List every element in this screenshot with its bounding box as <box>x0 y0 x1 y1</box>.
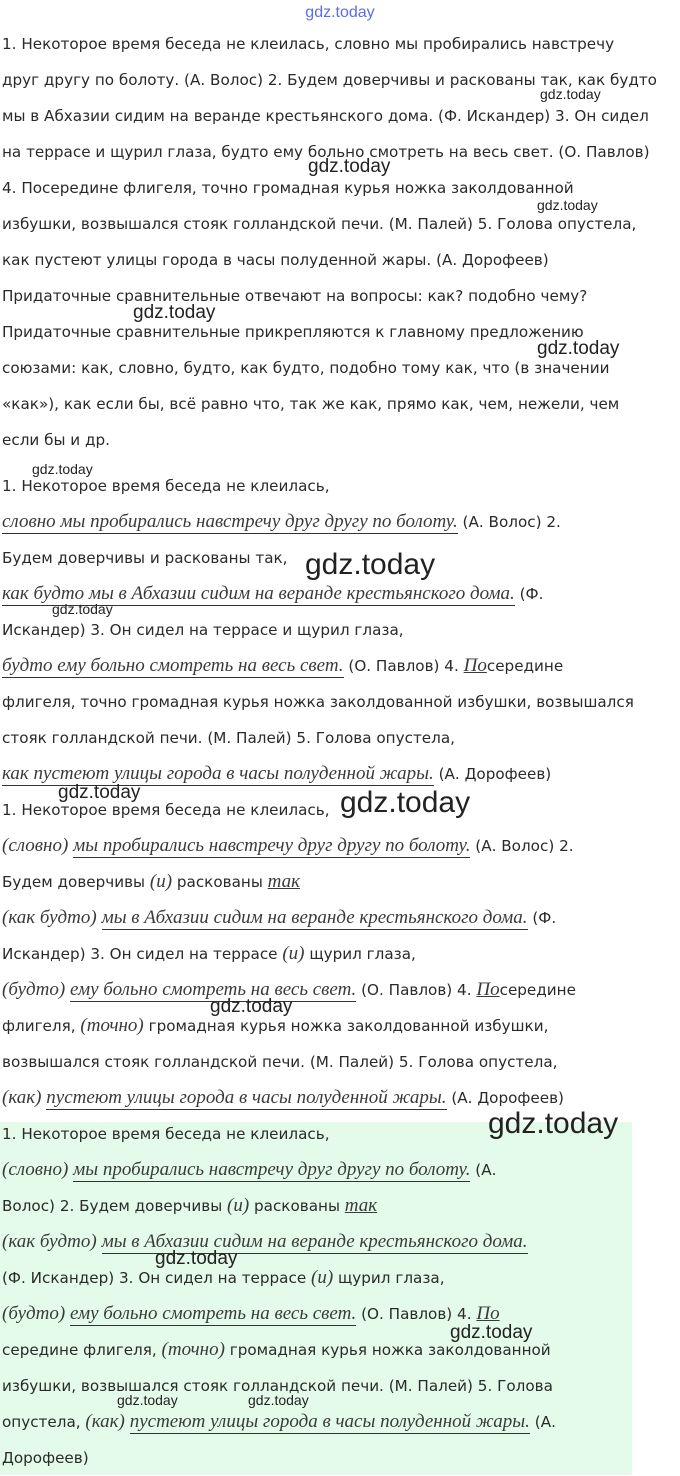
citation: (О. Павлов) 4. <box>356 981 477 999</box>
theory-line: если бы и др. <box>2 431 110 449</box>
text: щурил глаза, <box>304 945 416 963</box>
conjunction-mark: (будто) <box>2 1303 66 1324</box>
sol-line: флигеля, точно громадная курья ножка заколдованной избушки, возвышался <box>2 693 634 711</box>
theory-line: союзами: как, словно, будто, как будто, подобно тому как, что (в значении <box>2 359 610 377</box>
sol-line <box>0 648 670 684</box>
sol-line <box>0 1260 670 1296</box>
sol-line <box>0 936 670 972</box>
sol-line: 1. Некоторое время беседа не клеилась, <box>2 801 330 819</box>
watermark: gdz.today <box>305 548 436 581</box>
text: середине <box>486 657 564 675</box>
citation: (Ф. <box>514 585 544 603</box>
text: Волос) 2. Будем доверчивы <box>2 1197 228 1215</box>
citation: (А. <box>529 1413 556 1431</box>
text: опустела, <box>2 1413 86 1431</box>
watermark: gdz.today <box>58 782 141 803</box>
theory-line: Придаточные сравнительные отвечают на вопросы: как? подобно чему? <box>2 287 588 305</box>
citation: (А. <box>470 1161 497 1179</box>
clause-handwritten: как пустеют улицы города в часы полуденной жары. <box>2 763 434 784</box>
sol-line: Искандер) 3. Он сидел на террасе и щурил глаза, <box>2 621 404 639</box>
conjunction-mark: (словно) <box>2 835 69 856</box>
watermark: gdz.today <box>450 1322 533 1343</box>
conjunction-mark: (как будто) <box>2 907 97 928</box>
text: середине <box>499 981 576 999</box>
clause-handwritten: мы пробирались навстречу друг другу по болоту. <box>73 1159 471 1180</box>
watermark: gdz.today <box>248 1392 309 1408</box>
task-text <box>0 26 670 278</box>
conjunction-mark: (как будто) <box>2 1231 97 1252</box>
watermark: gdz.today <box>52 601 113 617</box>
sol-line: стояк голландской печи. (М. Палей) 5. Голова опустела, <box>2 729 455 747</box>
watermark: gdz.today <box>133 302 216 323</box>
text: громадная курья ножка заколдованной избушки, <box>143 1017 549 1035</box>
text: раскованы <box>249 1197 345 1215</box>
sol-line <box>0 1224 670 1260</box>
conjunction-mark: (словно) <box>2 1159 69 1180</box>
text: флигеля, <box>2 1017 81 1035</box>
conjunction-mark: (как) <box>2 1087 42 1108</box>
citation: (А. Волос) 2. <box>457 513 561 531</box>
watermark: gdz.today <box>537 338 620 359</box>
watermark: gdz.today <box>117 1392 178 1408</box>
clause-handwritten: ему больно смотреть на весь свет. <box>70 979 357 1000</box>
handwritten-prefix: По <box>476 979 500 1000</box>
conjunction-mark: (будто) <box>2 979 66 1000</box>
sol-line <box>0 1152 670 1188</box>
conjunction-mark: (и) <box>149 871 173 892</box>
text: Будем доверчивы <box>2 873 150 891</box>
task-line: на террасе и щурил глаза, будто ему больно смотреть на весь свет. (О. Павлов) <box>2 143 650 161</box>
watermark: gdz.today <box>210 996 293 1017</box>
watermark: gdz.today <box>537 197 598 213</box>
solution-step-1 <box>0 468 670 792</box>
sol-line <box>0 1404 670 1440</box>
sol-line <box>0 1296 670 1332</box>
sol-line <box>0 900 670 936</box>
sol-line <box>0 1332 670 1368</box>
conjunction-mark: (как) <box>85 1411 125 1432</box>
watermark: gdz.today <box>488 1107 619 1140</box>
sol-line <box>0 828 670 864</box>
task-line: мы в Абхазии сидим на веранде крестьянского дома. (Ф. Искандер) 3. Он сидел <box>2 107 649 125</box>
sol-line: возвышался стояк голландской печи. (М. Палей) 5. Голова опустела, <box>2 1053 558 1071</box>
clause-handwritten: пустеют улицы города в часы полуденной жары. <box>129 1411 530 1432</box>
sol-line <box>0 1188 670 1224</box>
citation: (О. Павлов) 4. <box>343 657 464 675</box>
handwritten-word: так <box>267 871 300 892</box>
watermark: gdz.today <box>540 86 601 102</box>
text: Искандер) 3. Он сидел на террасе <box>2 945 283 963</box>
clause-handwritten: как будто мы в Абхазии сидим на веранде крестьянского дома. <box>2 583 515 604</box>
sol-line <box>0 864 670 900</box>
watermark: gdz.today <box>155 1248 238 1269</box>
text: раскованы <box>172 873 268 891</box>
solution-step-2 <box>0 792 670 1116</box>
conjunction-mark: (точно) <box>80 1015 144 1036</box>
watermark: gdz.today <box>32 461 93 477</box>
conjunction-mark: (и) <box>282 943 305 964</box>
theory-line: «как»), как если бы, всё равно что, так же как, прямо как, чем, нежели, чем <box>2 395 620 413</box>
citation: (А. Дорофеев) <box>433 765 552 783</box>
site-header: gdz.today <box>305 4 375 21</box>
sol-line <box>0 1008 670 1044</box>
sol-line: 1. Некоторое время беседа не клеилась, <box>2 1125 330 1143</box>
task-line: друг другу по болоту. (А. Волос) 2. Будем доверчивы и раскованы так, как будто <box>2 71 657 89</box>
task-line: избушки, возвышался стояк голландской печи. (М. Палей) 5. Голова опустела, <box>2 215 637 233</box>
watermark: gdz.today <box>340 786 471 819</box>
clause-handwritten: словно мы пробирались навстречу друг другу по болоту. <box>2 511 458 532</box>
theory-line: Придаточные сравнительные прикрепляются к главному предложению <box>2 323 584 341</box>
conjunction-mark: (точно) <box>161 1339 225 1360</box>
sol-line: Дорофеев) <box>2 1449 89 1467</box>
sol-line: избушки, возвышался стояк голландской печи. (М. Палей) 5. Голова <box>2 1377 553 1395</box>
conjunction-mark: (и) <box>227 1195 250 1216</box>
watermark: gdz.today <box>308 156 391 177</box>
text: щурил глаза, <box>333 1269 445 1287</box>
conjunction-mark: (и) <box>311 1267 334 1288</box>
text: (Ф. Искандер) 3. Он сидел на террасе <box>2 1269 312 1287</box>
sol-line <box>0 504 670 540</box>
text: середине флигеля, <box>2 1341 162 1359</box>
citation: (О. Павлов) 4. <box>356 1305 477 1323</box>
handwritten-word: так <box>344 1195 378 1216</box>
citation: (Ф. <box>527 909 557 927</box>
clause-handwritten: мы в Абхазии сидим на веранде крестьянского дома. <box>101 1231 528 1252</box>
clause-handwritten: будто ему больно смотреть на весь свет. <box>2 655 344 676</box>
clause-handwritten: мы в Абхазии сидим на веранде крестьянского дома. <box>101 907 528 928</box>
final-answer <box>0 1116 670 1476</box>
task-line: 1. Некоторое время беседа не клеилась, словно мы пробирались навстречу <box>2 35 615 53</box>
citation: (А. Волос) 2. <box>470 837 574 855</box>
sol-line: Будем доверчивы и раскованы так, <box>2 549 288 567</box>
clause-handwritten: мы пробирались навстречу друг другу по болоту. <box>73 835 471 856</box>
task-line: 4. Посередине флигеля, точно громадная курья ножка заколдованной <box>2 179 574 197</box>
text: громадная курья ножка заколдованной <box>224 1341 551 1359</box>
handwritten-prefix: По <box>476 1303 500 1324</box>
handwritten-prefix: По <box>463 655 487 676</box>
sol-line <box>0 972 670 1008</box>
sol-line: 1. Некоторое время беседа не клеилась, <box>2 477 330 495</box>
clause-handwritten: ему больно смотреть на весь свет. <box>70 1303 357 1324</box>
task-line: как пустеют улицы города в часы полуденной жары. (А. Дорофеев) <box>2 251 549 269</box>
clause-handwritten: пустеют улицы города в часы полуденной жары. <box>46 1087 447 1108</box>
citation: (А. Дорофеев) <box>446 1089 564 1107</box>
theory-text <box>0 278 670 458</box>
